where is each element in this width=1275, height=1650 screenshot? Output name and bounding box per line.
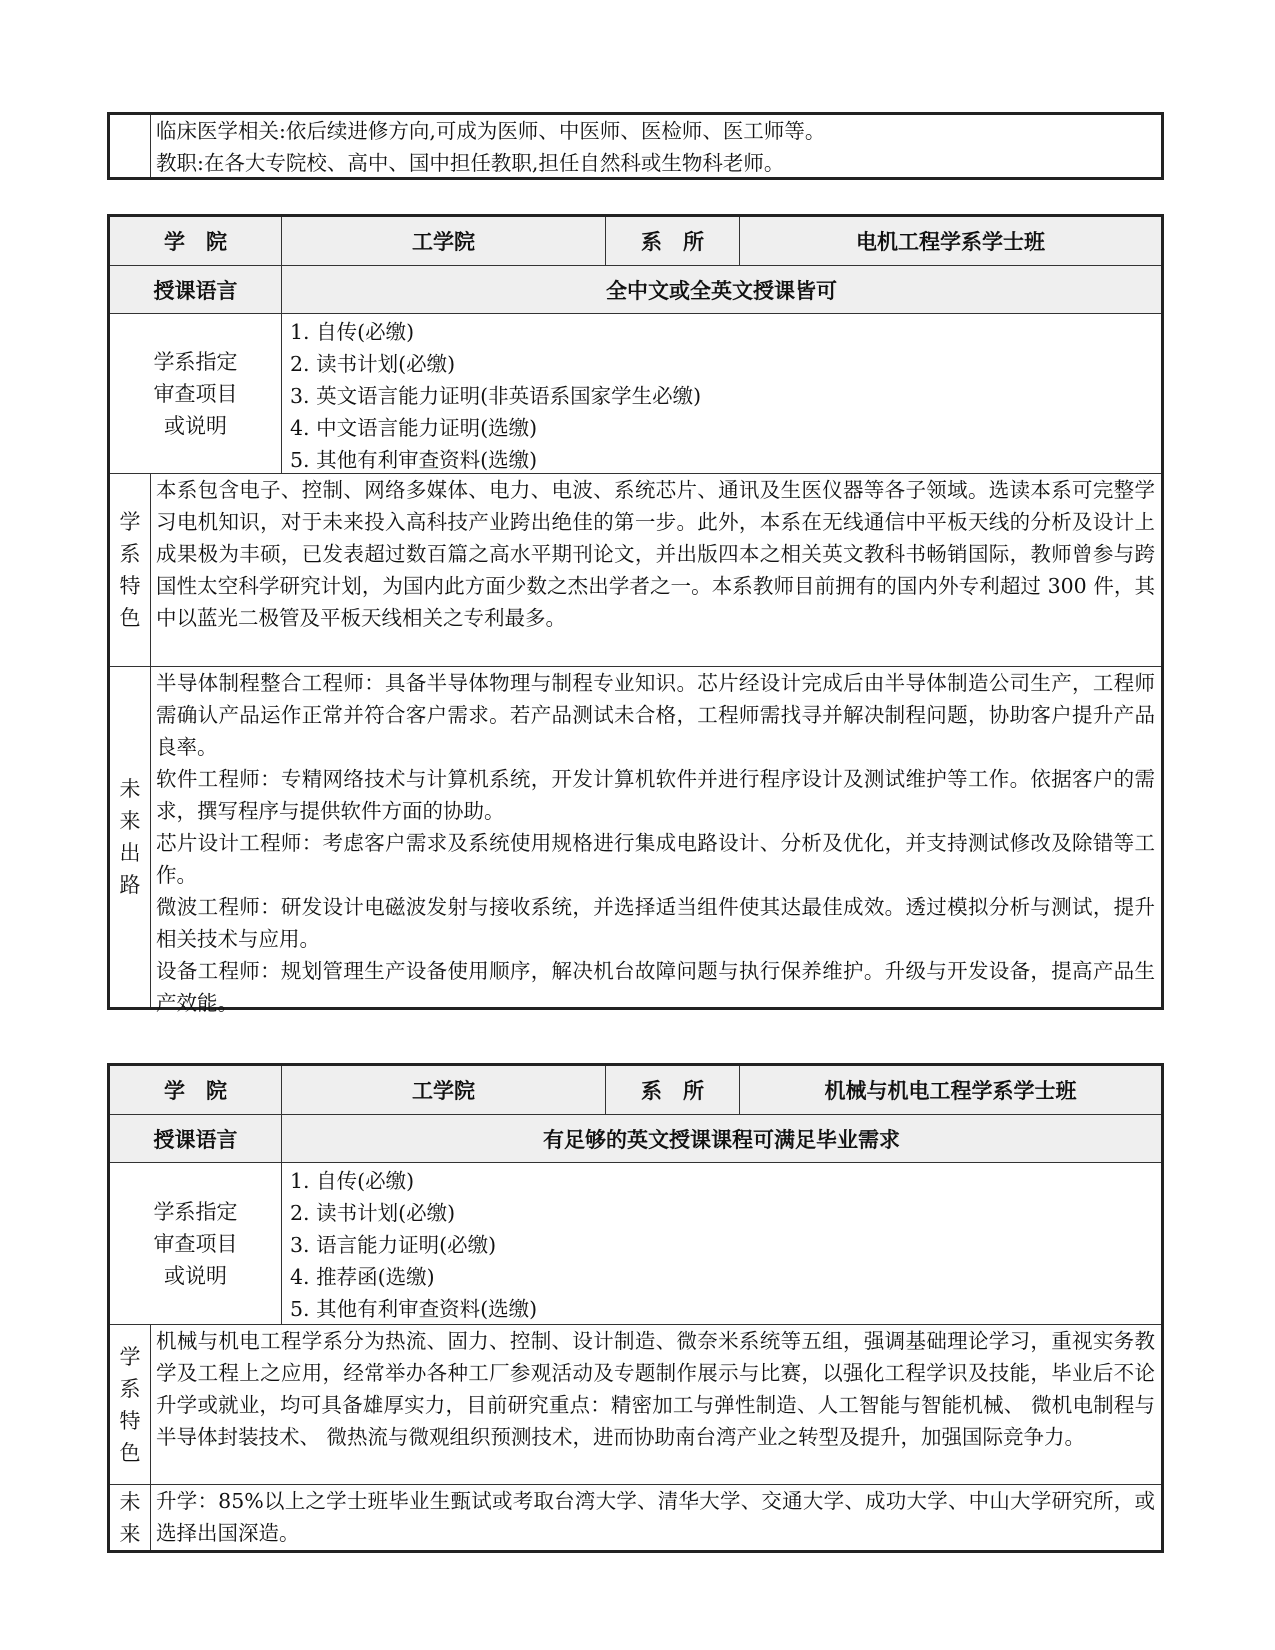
requirement-item: 1. 自传(必缴) (290, 1169, 415, 1193)
dept-table-me (107, 1063, 1164, 1553)
future-label-char: 出 (119, 841, 141, 865)
features-paragraph: 机械与机电工程学系分为热流、固力、控制、设计制造、微奈米系统等五组，强调基础理论学习，重视实务教学及工程上之应用，经常举办各种工厂参观活动及专题制作展示与比赛，以强化工程学识及技能，毕业后不论升学或就业，均可具备雄厚实力，目前研究重点：精密加工与弹性制造、人工智能与智能机械、 微机电制程与半导体封装技术、 微热流与微观组织预测技术，进而协助南台湾产业之转型及提升，加强国际竞争力。 (156, 1329, 1155, 1449)
requirements-list (281, 1163, 1161, 1324)
future-paragraph: 升学：85%以上之学士班毕业生甄试或考取台湾大学、清华大学、交通大学、成功大学、中山大学研究所，或选择出国深造。 (156, 1489, 1155, 1545)
future-text (150, 667, 1161, 1015)
requirement-item: 4. 中文语言能力证明(选缴) (290, 416, 538, 440)
requirement-item: 2. 读书计划(必缴) (290, 352, 456, 376)
requirements-label-line: 或说明 (164, 1263, 227, 1288)
dept-label: 系 所 (605, 1066, 739, 1114)
language-label: 授课语言 (153, 1126, 238, 1152)
requirement-item: 1. 自传(必缴) (290, 320, 415, 344)
requirements-label-line: 或说明 (164, 413, 227, 438)
top-fragment-label-cell (110, 115, 150, 177)
features-row (110, 1324, 1161, 1484)
future-paragraph: 软件工程师：专精网络技术与计算机系统，开发计算机软件并进行程序设计及测试维护等工作。依据客户的需求，撰写程序与提供软件方面的协助。 (156, 767, 1155, 823)
college-label: 学 院 (164, 229, 227, 254)
requirements-row (110, 1162, 1161, 1324)
requirements-label-line: 审查项目 (153, 381, 238, 406)
future-paragraph: 半导体制程整合工程师：具备半导体物理与制程专业知识。芯片经设计完成后由半导体制造公司生产，工程师需确认产品运作正常并符合客户需求。若产品测试未合格，工程师需找寻并解决制程问题，协助客户提升产品良率。 (156, 671, 1155, 759)
header-row (110, 1066, 1161, 1114)
requirements-label-line: 学系指定 (153, 1199, 238, 1224)
future-row (110, 666, 1161, 1015)
future-row (110, 1484, 1161, 1550)
requirements-label (110, 314, 281, 473)
future-text (150, 1485, 1161, 1550)
language-row (110, 265, 1161, 313)
college-value: 工学院 (281, 217, 605, 265)
features-label-char: 色 (119, 606, 141, 630)
requirements-label-line: 学系指定 (153, 349, 238, 374)
features-row (110, 473, 1161, 666)
features-text (150, 474, 1161, 666)
dept-table-ee (107, 214, 1164, 1015)
features-paragraph: 本系包含电子、控制、网络多媒体、电力、电波、系统芯片、通讯及生医仪器等各子领域。选读本系可完整学习电机知识，对于未来投入高科技产业跨出绝佳的第一步。此外，本系在无线通信中平板天线的分析及设计上成果极为丰硕，已发表超过数百篇之高水平期刊论文，并出版四本之相关英文教科书畅销国际，教师曾参与跨国性太空科学研究计划，为国内此方面少数之杰出学者之一。本系教师目前拥有的国内外专利超过 300 件，其中以蓝光二极管及平板天线相关之专利最多。 (156, 478, 1155, 630)
future-label-char: 路 (119, 873, 141, 897)
college-label: 学 院 (164, 1078, 227, 1103)
top-fragment-table (107, 112, 1164, 180)
features-label-char: 学 (119, 1344, 141, 1369)
features-label-char: 色 (119, 1440, 141, 1465)
dept-value: 电机工程学系学士班 (739, 217, 1161, 265)
future-paragraph: 芯片设计工程师：考虑客户需求及系统使用规格进行集成电路设计、分析及优化，并支持测试修改及除错等工作。 (156, 831, 1155, 887)
future-label (110, 1485, 150, 1550)
requirement-item: 4. 推荐函(选缴) (290, 1265, 435, 1289)
future-paragraph: 设备工程师：规划管理生产设备使用顺序，解决机台故障问题与执行保养维护。升级与开发设备，提高产品生产效能。 (156, 959, 1155, 1015)
dept-label: 系 所 (605, 217, 739, 265)
requirements-label-line: 审查项目 (153, 1231, 238, 1256)
language-value: 有足够的英文授课课程可满足毕业需求 (281, 1115, 1161, 1162)
future-label-char: 来 (119, 1521, 141, 1546)
features-text (150, 1325, 1161, 1484)
language-row (110, 1114, 1161, 1162)
top-fragment-line: 教职:在各大专院校、高中、国中担任教职,担任自然科或生物科老师。 (156, 151, 785, 175)
features-label (110, 1325, 150, 1484)
future-label-char: 未 (119, 777, 141, 801)
requirement-item: 5. 其他有利审查资料(选缴) (290, 448, 538, 472)
top-fragment-text (150, 115, 1161, 177)
requirement-item: 2. 读书计划(必缴) (290, 1201, 456, 1225)
features-label-char: 特 (119, 574, 141, 598)
top-fragment-line: 临床医学相关:依后续进修方向,可成为医师、中医师、医检师、医工师等。 (156, 119, 826, 143)
features-label-char: 学 (119, 510, 141, 534)
features-label-char: 系 (119, 542, 141, 566)
requirements-list (281, 314, 1161, 473)
features-label (110, 474, 150, 666)
future-label (110, 667, 150, 1007)
requirement-item: 5. 其他有利审查资料(选缴) (290, 1297, 538, 1321)
dept-value: 机械与机电工程学系学士班 (739, 1066, 1161, 1114)
future-label-char: 来 (119, 809, 141, 833)
features-label-char: 特 (119, 1408, 141, 1433)
future-paragraph: 微波工程师：研发设计电磁波发射与接收系统，并选择适当组件使其达最佳成效。透过模拟分析与测试，提升相关技术与应用。 (156, 895, 1155, 951)
header-row (110, 217, 1161, 265)
college-value: 工学院 (281, 1066, 605, 1114)
language-label: 授课语言 (153, 277, 238, 303)
requirements-label (110, 1163, 281, 1324)
requirements-row (110, 313, 1161, 473)
requirement-item: 3. 英文语言能力证明(非英语系国家学生必缴) (290, 384, 702, 408)
future-label-char: 未 (119, 1489, 141, 1514)
language-value: 全中文或全英文授课皆可 (281, 266, 1161, 313)
features-label-char: 系 (119, 1376, 141, 1401)
requirement-item: 3. 语言能力证明(必缴) (290, 1233, 497, 1257)
